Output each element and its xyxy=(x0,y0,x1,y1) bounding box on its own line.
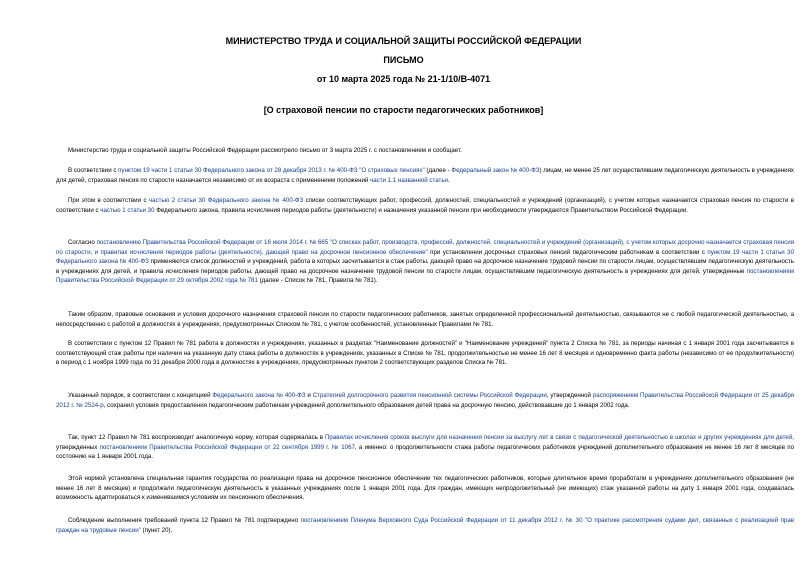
paragraph-text: Так, пункт 12 Правил № 781 воспроизводит аналогичную норму, которая содержалась в xyxy=(68,434,326,441)
law-link[interactable]: частью 2 статьи 30 Федерального закона № 400-ФЗ xyxy=(148,197,304,204)
paragraph-text: Федерального закона, правила исчисления периодов работы (деятельности) и назначения указанной пенсии при необходимости утверждаются Правительством Российской Федерации. xyxy=(154,206,688,214)
paragraph-2 xyxy=(56,166,794,185)
paragraph-1 xyxy=(56,146,794,156)
ministry-title: МИНИСТЕРСТВО ТРУДА И СОЦИАЛЬНОЙ ЗАЩИТЫ РОССИЙСКОЙ ФЕДЕРАЦИИ xyxy=(225,36,582,46)
paragraph-3 xyxy=(56,196,794,215)
law-link[interactable]: постановлением Правительства Российской Федерации от 22 сентября 1999 г. № 1067 xyxy=(99,443,355,451)
paragraph-text: (далее - xyxy=(424,167,452,174)
paragraph-text: Согласно xyxy=(68,239,97,246)
law-link[interactable]: Стратегией долгосрочного развития пенсионной системы Российской Федерации xyxy=(312,392,547,399)
law-link[interactable]: пунктом 19 части 1 статьи 30 Федерального закона от 28 декабря 2013 г. № 400-ФЗ "О страховых пенсиях" xyxy=(118,167,425,174)
paragraph-5 xyxy=(56,310,794,329)
paragraph-text: В соответствии с пунктом 12 Правил № 781 работа в должностях и учреждениях, указанных в разделах "Наименование должностей" и "Наименование учреждений" пункта 2 Списка № 781, за периоды начиная с 1 января 2001 года засчитывается в соответствующий стаж работы при наличии на указанную дату стажа работы в должностях в учреждениях, указанных в Списке № 781, продолжительностью не менее 16 лет 8 месяцев и одновременно факта работы (независимо от ее продолжительности) в период с 1 ноября 1999 года по 31 декабря 2000 года в должностях в учреждениях, предусмотренных пунктом 2 соответствующих разделов Списка № 781. xyxy=(56,340,794,366)
law-link[interactable]: постановлению Правительства Российской Федерации от 16 июля 2014 г. № 665 "О списках работ, производств, профессий, должностей, специальностей и учреждений (организаций), с учетом которых досрочно назначается страховая пенсия по старости, и правилах исчисления периодов работы (деятельности), дающей право на досрочное пенсионное обеспечение" xyxy=(56,239,794,256)
paragraph-9 xyxy=(56,474,794,503)
paragraph-text: Министерство труда и социальной защиты Российской Федерации рассмотрело письмо от 3 марта 2025 г. с постановлением и сообщает. xyxy=(68,147,462,154)
law-link[interactable]: постановлением Пленума Верховного Суда Российской Федерации от 11 декабря 2012 г. № 30 "О практике рассмотрения судами дел, связанных с реализацией прав граждан на трудовые пенсии" xyxy=(56,517,794,534)
paragraph-text: Соблюдение выполнения требований пункта 12 Правил № 781 подтверждено xyxy=(68,517,301,524)
paragraph-text: , сохранил условия предоставления педагогическим работникам учреждений дополнительного образования детей права на досрочную пенсию, действовавшие до 1 января 2002 года. xyxy=(103,401,630,409)
law-link[interactable]: постановлением Правительства Российской Федерации от 29 октября 2002 года № 781 xyxy=(56,267,794,284)
document-subject: [О страховой пенсии по старости педагогических работников] xyxy=(263,105,544,115)
paragraph-text: списки соответствующих работ, профессий, должностей, специальностей и учреждений (организаций), с учетом которых назначается страховая пенсия по старости в соответствии с xyxy=(56,197,794,214)
paragraph-8 xyxy=(56,433,794,462)
paragraph-text: . xyxy=(447,176,450,184)
law-link[interactable]: Правилах исчисления сроков выслуги для назначения пенсии за выслугу лет в связи с педагогической деятельностью в школах и других учреждениях для детей xyxy=(325,434,793,441)
paragraph-text: и xyxy=(305,392,313,399)
document-date-number: от 10 марта 2025 года № 21-1/10/В-4071 xyxy=(316,74,491,84)
paragraph-text: Этой нормой установлена специальная гарантия государства по реализации права на досрочное пенсионное обеспечение тех педагогических работников, которые длительное время проработали в учреждениях дополнительного образования (не менее 16 лет 8 месяцев) и продолжали педагогическую деятельность в указанных учреждениях после 1 января 2001 года. Для граждан, имеющих непродолжительный (не имеющих) стаж указанной работы на дату 1 января 2001 года, создавалась возможность адаптироваться к изменившимся условиям их пенсионного обеспечения. xyxy=(56,475,794,501)
paragraph-text: (далее - Список № 781, Правила № 781). xyxy=(257,277,378,284)
paragraph-text: , а именно: о продолжительности стажа работы педагогических работников учреждений дополнительного образования не менее 16 лет 8 месяцев по состоянию на 1 января 2001 года. xyxy=(56,443,795,460)
paragraph-text: , утвержденной xyxy=(546,392,593,399)
law-link[interactable]: пунктом 19 части 1 статьи 30 Федерального закона № 400-ФЗ xyxy=(56,248,794,265)
paragraph-6 xyxy=(56,339,794,368)
law-link[interactable]: частью 1 статьи 30 xyxy=(100,206,155,214)
paragraph-text: ) лицам, не менее 25 лет осуществлявшим педагогическую деятельность в учреждениях для детей, страховая пенсия по старости назначается независимо от их возраста с применением положений xyxy=(56,167,795,184)
law-link[interactable]: части 1.1 названной статьи xyxy=(370,176,448,184)
paragraph-text: , утвержденных xyxy=(56,434,794,451)
paragraph-7 xyxy=(56,391,794,410)
law-link[interactable]: Федеральный закон № 400-ФЗ xyxy=(451,167,540,174)
paragraph-text: Указанный порядок, в соответствии с концепцией xyxy=(68,392,213,399)
paragraph-text: (пункт 20). xyxy=(140,526,173,534)
paragraph-text: применяются список должностей и учреждений, работа в которых засчитывается в стаж работы, дающей право на досрочное назначение трудовой пенсии по старости лицам, осуществлявшим педагогическую деятельность в учреждениях для детей, и правила исчисления периодов работы, дающей право на досрочное назначение трудовой пенсии по старости лицам, осуществлявшим педагогическую деятельность в учреждениях для детей, утвержденные xyxy=(56,258,794,275)
law-link[interactable]: Федерального закона № 400-ФЗ xyxy=(212,392,306,399)
law-link[interactable]: распоряжением Правительства Российской Федерации от 25 декабря 2012 г. № 2524-р xyxy=(56,392,794,409)
paragraph-text: При этом в соответствии с xyxy=(68,197,149,204)
paragraph-text: Таким образом, правовые основания и условия досрочного назначения страховой пенсии по старости педагогических работников, занятых определенной профессиональной деятельностью, связываются не с любой педагогической деятельностью, а непосредственно с работой в должностях в учреждениях, предусмотренных Списком № 781, с учетом особенностей, установленных Правилами № 781. xyxy=(56,311,794,328)
paragraph-10 xyxy=(56,516,794,535)
paragraph-4 xyxy=(56,238,794,286)
paragraph-text: В соответствии с xyxy=(68,167,119,174)
paragraph-text: при установлении досрочных страховых пенсий педагогическим работникам в соответствии с xyxy=(427,248,708,256)
document-type: ПИСЬМО xyxy=(383,55,424,65)
